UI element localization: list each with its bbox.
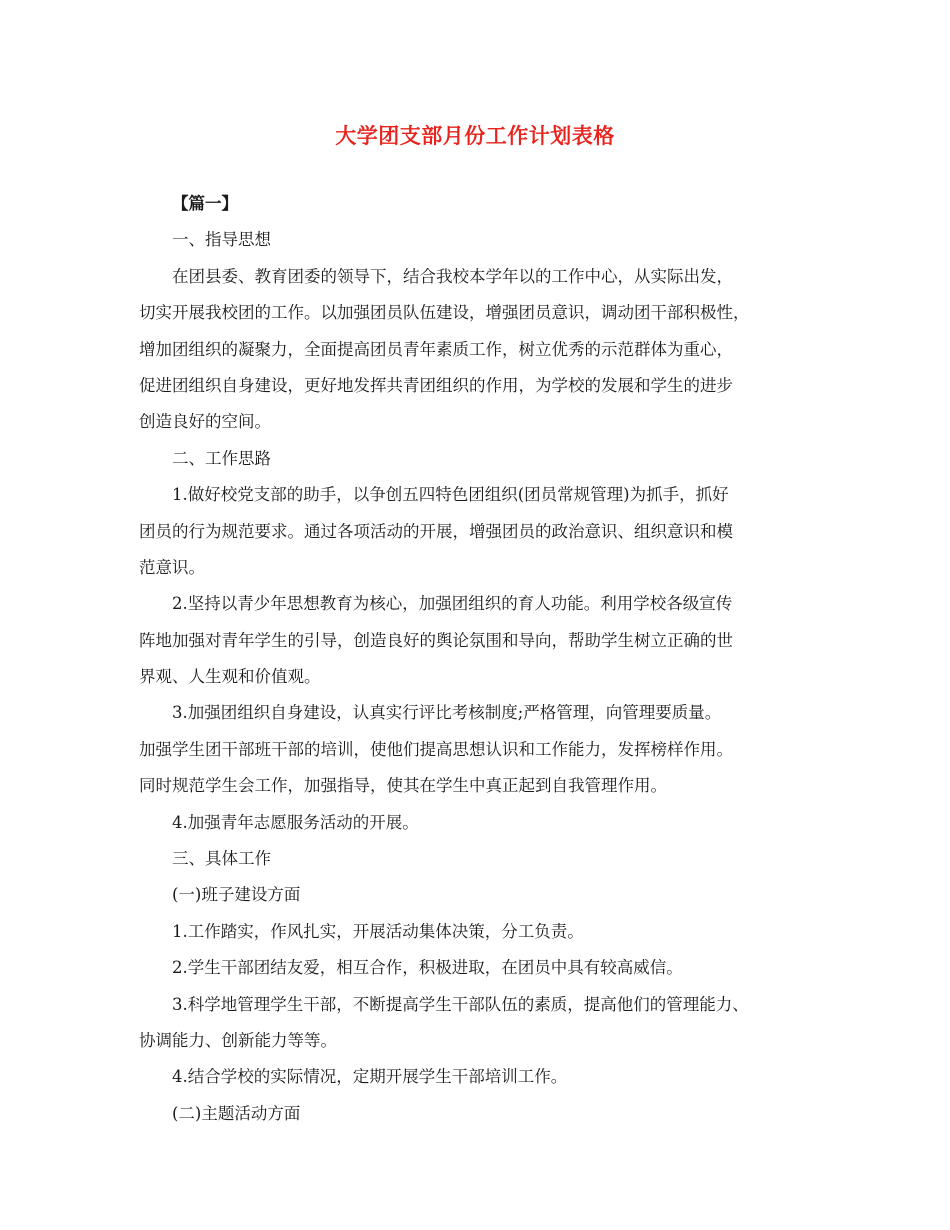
document-body [139,186,829,1132]
text-line: 团员的行为规范要求。通过各项活动的开展，增强团员的政治意识、组织意识和模 [139,521,733,541]
text-line: 2.坚持以青少年思想教育为核心，加强团组织的育人功能。利用学校各级宣传 [172,594,733,614]
text-line: 三、具体工作 [172,849,271,869]
text-line: 1.做好校党支部的助手，以争创五四特色团组织(团员常规管理)为抓手，抓好 [172,485,729,505]
text-line: (一)班子建设方面 [172,885,301,905]
text-line: 二、工作思路 [172,448,271,468]
text-line: 促进团组织自身建设，更好地发挥共青团组织的作用，为学校的发展和学生的进步 [139,375,733,395]
text-line: 在团县委、教育团委的领导下，结合我校本学年以的工作中心，从实际出发， [172,266,733,286]
text-line: 范意识。 [139,557,205,577]
text-line: 切实开展我校团的工作。以加强团员队伍建设，增强团员意识，调动团干部积极性， [139,303,750,323]
text-line: 协调能力、创新能力等等。 [139,1030,337,1050]
text-line: 阵地加强对青年学生的引导，创造良好的舆论氛围和导向，帮助学生树立正确的世 [139,630,733,650]
text-line: 3.加强团组织自身建设，认真实行评比考核制度;严格管理，向管理要质量。 [172,703,722,723]
text-line: 增加团组织的凝聚力，全面提高团员青年素质工作，树立优秀的示范群体为重心， [139,339,733,359]
text-line: 4.加强青年志愿服务活动的开展。 [172,812,419,832]
text-line: 3.科学地管理学生干部，不断提高学生干部队伍的素质，提高他们的管理能力、 [172,994,749,1014]
text-line: 同时规范学生会工作，加强指导，使其在学生中真正起到自我管理作用。 [139,776,667,796]
text-line: 创造良好的空间。 [139,412,271,432]
text-line: 加强学生团干部班干部的培训，使他们提高思想认识和工作能力，发挥榜样作用。 [139,739,733,759]
text-line: 【篇一】 [172,194,238,213]
text-line: 一、指导思想 [172,230,271,250]
text-line: 界观、人生观和价值观。 [139,667,321,687]
text-line: 2.学生干部团结友爱，相互合作，积极进取，在团员中具有较高威信。 [172,958,683,978]
document-title: 大学团支部月份工作计划表格 [335,123,615,148]
text-line: (二)主题活动方面 [172,1103,301,1123]
text-line: 4.结合学校的实际情况，定期开展学生干部培训工作。 [172,1067,568,1087]
text-line: 1.工作踏实，作风扎实，开展活动集体决策，分工负责。 [172,921,584,941]
